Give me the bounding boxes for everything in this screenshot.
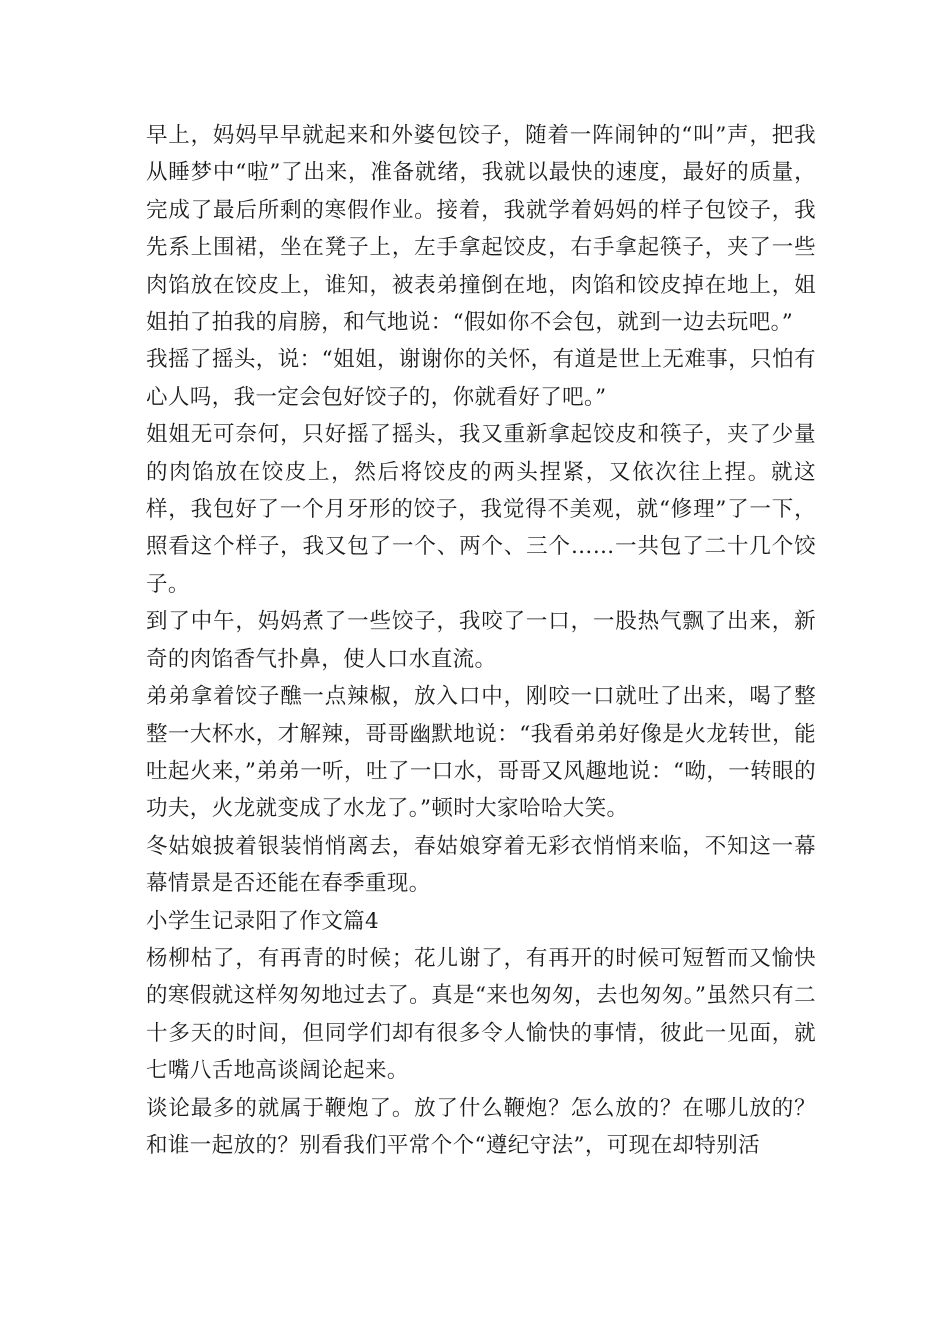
paragraph: 谈论最多的就属于鞭炮了。放了什么鞭炮？怎么放的？在哪儿放的？和谁一起放的？别看我们平常个个“遵纪守法”，可现在却特别活 (146, 1095, 816, 1158)
paragraph: 冬姑娘披着银装悄悄离去，春姑娘穿着无彩衣悄悄来临，不知这一幕幕情景是否还能在春季重现。 (146, 833, 816, 897)
document-body (146, 117, 816, 1164)
paragraph: 到了中午，妈妈煮了一些饺子，我咬了一口，一股热气飘了出来，新奇的肉馅香气扑鼻，使人口水直流。 (146, 609, 816, 672)
paragraph: 早上，妈妈早早就起来和外婆包饺子，随着一阵闹钟的“叫”声，把我从睡梦中“啦”了出来，准备就绪，我就以最快的速度，最好的质量，完成了最后所剩的寒假作业。接着，我就学着妈妈的样子包饺子，我先系上围裙，坐在凳子上，左手拿起饺皮，右手拿起筷子，夹了一些肉馅放在饺皮上，谁知，被表弟撞倒在地，肉馅和饺皮掉在地上，姐姐拍了拍我的肩膀，和气地说：“假如你不会包，就到一边去玩吧。” (146, 123, 816, 336)
paragraph: 弟弟拿着饺子醮一点辣椒，放入口中，刚咬一口就吐了出来，喝了整整一大杯水，才解辣，哥哥幽默地说：“我看弟弟好像是火龙转世，能吐起火来，”弟弟一听，吐了一口水，哥哥又风趣地说：“呦，一转眼的功夫，火龙就变成了水龙了。”顿时大家哈哈大笑。 (146, 684, 816, 822)
section-heading: 小学生记录阳了作文篇4 (146, 908, 380, 934)
paragraph: 我摇了摇头，说：“姐姐，谢谢你的关怀，有道是世上无难事，只怕有心人吗，我一定会包好饺子的，你就看好了吧。” (146, 347, 816, 410)
paragraph: 姐姐无可奈何，只好摇了摇头，我又重新拿起饺皮和筷子，夹了少量的肉馅放在饺皮上，然后将饺皮的两头捏紧，又依次往上捏。就这样，我包好了一个月牙形的饺子，我觉得不美观，就“修理”了一下，照看这个样子，我又包了一个、两个、三个……一共包了二十几个饺子。 (146, 422, 816, 597)
paragraph: 杨柳枯了，有再青的时候；花儿谢了，有再开的时候可短暂而又愉快的寒假就这样匆匆地过去了。真是“来也匆匆，去也匆匆。”虽然只有二十多天的时间，但同学们却有很多令人愉快的事情，彼此一见面，就七嘴八舌地高谈阔论起来。 (146, 945, 816, 1084)
